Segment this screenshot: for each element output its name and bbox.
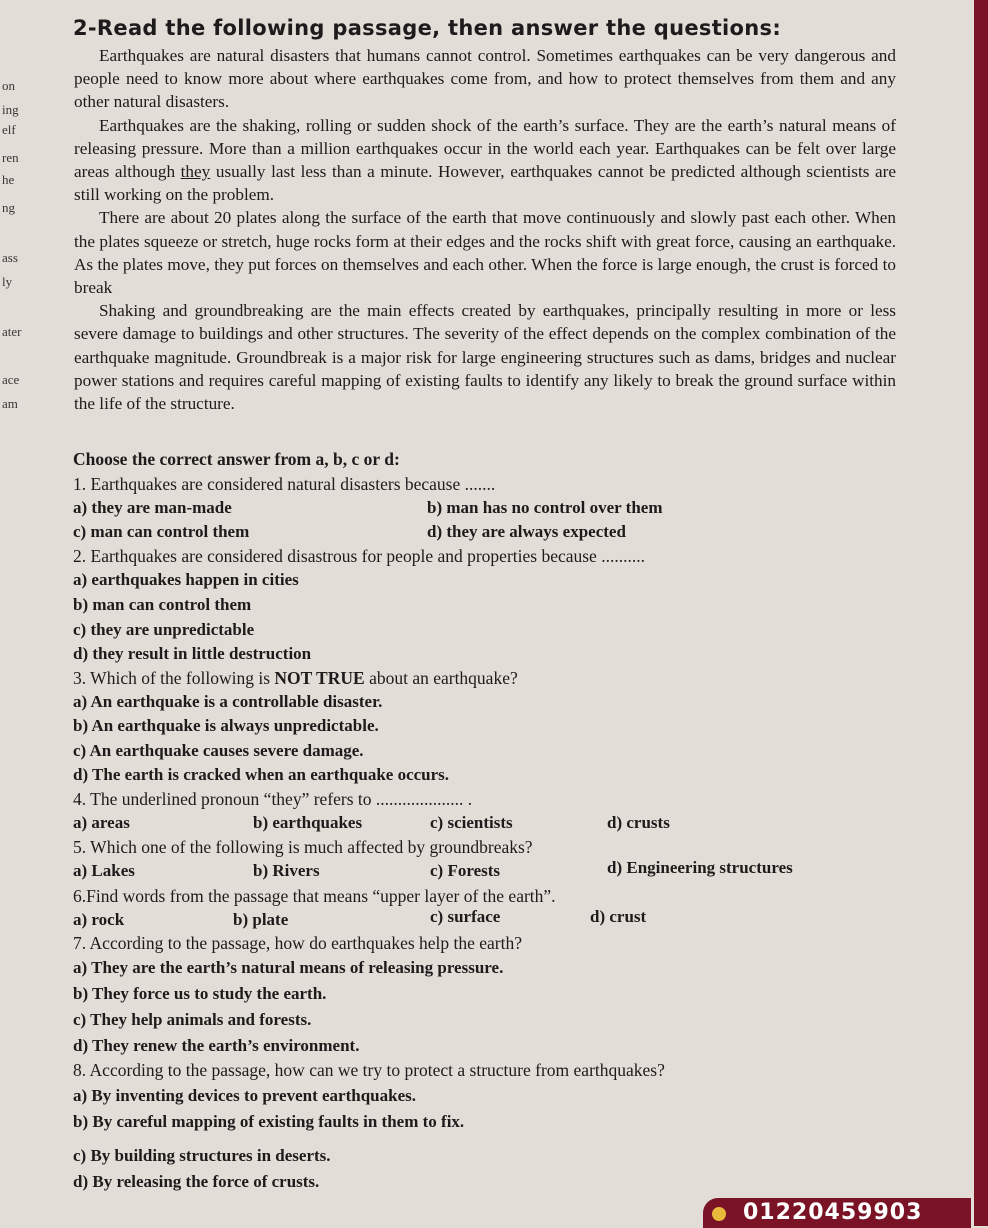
question-1: 1. Earthquakes are considered natural disasters because ....... [73, 474, 496, 494]
q2-option-d[interactable]: d) they result in little destruction [73, 644, 312, 663]
q2-option-c[interactable]: c) they are unpredictable [73, 620, 255, 639]
underlined-pronoun: they [180, 162, 211, 182]
q7-option-a[interactable]: a) They are the earth’s natural means of releasing pressure. [73, 958, 504, 977]
q1-option-b[interactable]: b) man has no control over them [427, 498, 663, 517]
q2-option-a[interactable]: a) earthquakes happen in cities [73, 570, 299, 589]
question-7: 7. According to the passage, how do earthquakes help the earth? [73, 933, 523, 953]
worksheet-page: on ing elf ren he ng ass ly ater ace am 2-Read the following passage, then answer the questions: Earthquakes are natural disasters that humans cannot control. Sometimes earthquakes can be very dangerous and people need to know more about where earthquakes come from, and how to protect themselves from them and any other natural disasters. Earthquakes are the shaking, rolling or sudden shock of the earth’s surface. They are the earth’s natural means of releasing pressure. More than a million earthquakes occur in the world each year. Earthquakes can be felt over large areas although they usually last less than a minute. However, earthquakes cannot be predicted although scientists are still working on the problem. There are about 20 plates along the surface of the earth that move continuously and slowly past each other. When the plates squeeze or stretch, huge rocks form at their edges and the rocks shift with great force, causing an earthquake. As the plates move, they put forces on themselves and each other. When the force is large enough, the crust is forced to break Shaking and groundbreaking are the main effects created by earthquakes, principally resulting in more or less severe damage to buildings and other structures. The severity of the effect depends on the complex combination of the earthquake magnitude. Groundbreak is a major risk for large engineering structures such as dams, bridges and nuclear power stations and requires careful mapping of existing faults to identify any likely to break the ground surface within the life of the structure. Choose the correct answer from a, b, c or d: 1. Earthquakes are considered natural disasters because ....... a) they are man-made b) man has no control over them c) man can control them d) they are always expected 2. Earthquakes are considered disastrous for people and properties because .......... a) earthquakes happen in cities b) man can control them c) they are unpredictable d) they result in little destruction 3. Which of the following is NOT TRUE about an earthquake? a) An earthquake is a controllable disaster. b) An earthquake is always unpredictable. c) An earthquake causes severe damage. d) The earth is cracked when an earthquake occurs. 4. The underlined pronoun “they” refers to .................... . a) areas b) earthquakes c) scientists d) crusts 5. Which one of the following is much affected by groundbreaks? a) Lakes b) Rivers c) Forests d) Engineering structures 6.Find words from the passage that means “upper layer of the earth”. a) rock b) plate c) surface d) crust 7. According to the passage, how do earthquakes help the earth? a) They are the earth’s natural means of releasing pressure. b) They force us to study the earth. c) They help animals and forests. d) They renew the earth’s environment. 8. According to the passage, how can we try to protect a structure from earthquakes? a) By inventing devices to prevent earthquakes. b) By careful mapping of existing faults in them to fix. c) By building structures in deserts. d) By releasing the force of crusts. 01220459903 [0, 0, 988, 1226]
q2-option-b[interactable]: b) man can control them [73, 595, 252, 614]
q4-option-c[interactable]: c) scientists [430, 813, 513, 832]
q3-text-emphasis: NOT TRUE [274, 668, 365, 688]
q8-option-c[interactable]: c) By building structures in deserts. [73, 1146, 331, 1165]
right-border-strip [974, 0, 988, 1226]
q3-text-pre: 3. Which of the following is [73, 668, 271, 688]
question-3 [73, 668, 518, 689]
q7-option-b[interactable]: b) They force us to study the earth. [73, 984, 327, 1003]
q4-option-d[interactable]: d) crusts [607, 813, 670, 832]
q3-option-d[interactable]: d) The earth is cracked when an earthquake occurs. [73, 765, 450, 784]
q5-option-c[interactable]: c) Forests [430, 861, 501, 880]
phone-number: 01220459903 [743, 1200, 923, 1225]
q7-option-c[interactable]: c) They help animals and forests. [73, 1010, 312, 1029]
passage-paragraph-2 [74, 114, 896, 207]
q5-option-d[interactable]: d) Engineering structures [607, 858, 793, 877]
q6-option-c[interactable]: c) surface [430, 907, 501, 926]
instructions: Choose the correct answer from a, b, c or d: [73, 449, 400, 469]
reading-passage [74, 44, 896, 415]
passage-paragraph-1: Earthquakes are natural disasters that humans cannot control. Sometimes earthquakes can be very dangerous and people need to know more about where earthquakes come from, and how to protect themselves from them and any other natural disasters. [74, 46, 896, 112]
q1-option-a[interactable]: a) they are man-made [73, 498, 232, 517]
passage-p2-part-b: usually last less than a minute. However, earthquakes cannot be predicted although scientists are still working on the problem. [74, 162, 897, 205]
question-2: 2. Earthquakes are considered disastrous for people and properties because .......... [73, 546, 645, 566]
q6-option-b[interactable]: b) plate [233, 910, 289, 929]
question-5: 5. Which one of the following is much affected by groundbreaks? [73, 837, 533, 857]
q8-option-d[interactable]: d) By releasing the force of crusts. [73, 1172, 320, 1191]
q6-option-a[interactable]: a) rock [73, 910, 125, 929]
passage-paragraph-3: There are about 20 plates along the surface of the earth that move continuously and slowly past each other. When the plates squeeze or stretch, huge rocks form at their edges and the rocks shift with great force, causing an earthquake. As the plates move, they put forces on themselves and each other. When the force is large enough, the crust is forced to break [74, 208, 896, 298]
q6-option-d[interactable]: d) crust [590, 907, 647, 926]
footer-phone-banner [703, 1198, 971, 1228]
q3-option-c[interactable]: c) An earthquake causes severe damage. [73, 741, 364, 760]
question-4: 4. The underlined pronoun “they” refers to .................... . [73, 789, 473, 809]
passage-paragraph-4: Shaking and groundbreaking are the main effects created by earthquakes, principally resulting in more or less severe damage to buildings and other structures. The severity of the effect depends on the complex combination of the earthquake magnitude. Groundbreak is a major risk for large engineering structures such as dams, bridges and nuclear power stations and requires careful mapping of existing faults to identify any likely to break the ground surface within the life of the structure. [74, 301, 896, 414]
passage-p2-part-a: Earthquakes are the shaking, rolling or sudden shock of the earth’s surface. They are the earth’s natural means of releasing pressure. More than a million earthquakes occur in the world each year. Earthquakes can be felt over large areas although [74, 115, 896, 182]
page-title: 2-Read the following passage, then answer the questions: [73, 16, 782, 40]
q5-option-a[interactable]: a) Lakes [73, 861, 135, 880]
q1-option-c[interactable]: c) man can control them [73, 522, 250, 541]
question-6: 6.Find words from the passage that means “upper layer of the earth”. [73, 886, 556, 906]
q3-text-post: about an earthquake? [369, 668, 518, 688]
question-8: 8. According to the passage, how can we try to protect a structure from earthquakes? [73, 1060, 665, 1080]
q8-option-a[interactable]: a) By inventing devices to prevent earthquakes. [73, 1086, 416, 1105]
q3-option-a[interactable]: a) An earthquake is a controllable disaster. [73, 692, 383, 711]
q4-option-b[interactable]: b) earthquakes [253, 813, 363, 832]
q4-option-a[interactable]: a) areas [73, 813, 130, 832]
q1-option-d[interactable]: d) they are always expected [427, 522, 626, 541]
q8-option-b[interactable]: b) By careful mapping of existing faults in them to fix. [73, 1112, 465, 1131]
q7-option-d[interactable]: d) They renew the earth’s environment. [73, 1036, 360, 1055]
q5-option-b[interactable]: b) Rivers [253, 861, 320, 880]
q3-option-b[interactable]: b) An earthquake is always unpredictable. [73, 716, 379, 735]
phone-icon [712, 1207, 726, 1221]
